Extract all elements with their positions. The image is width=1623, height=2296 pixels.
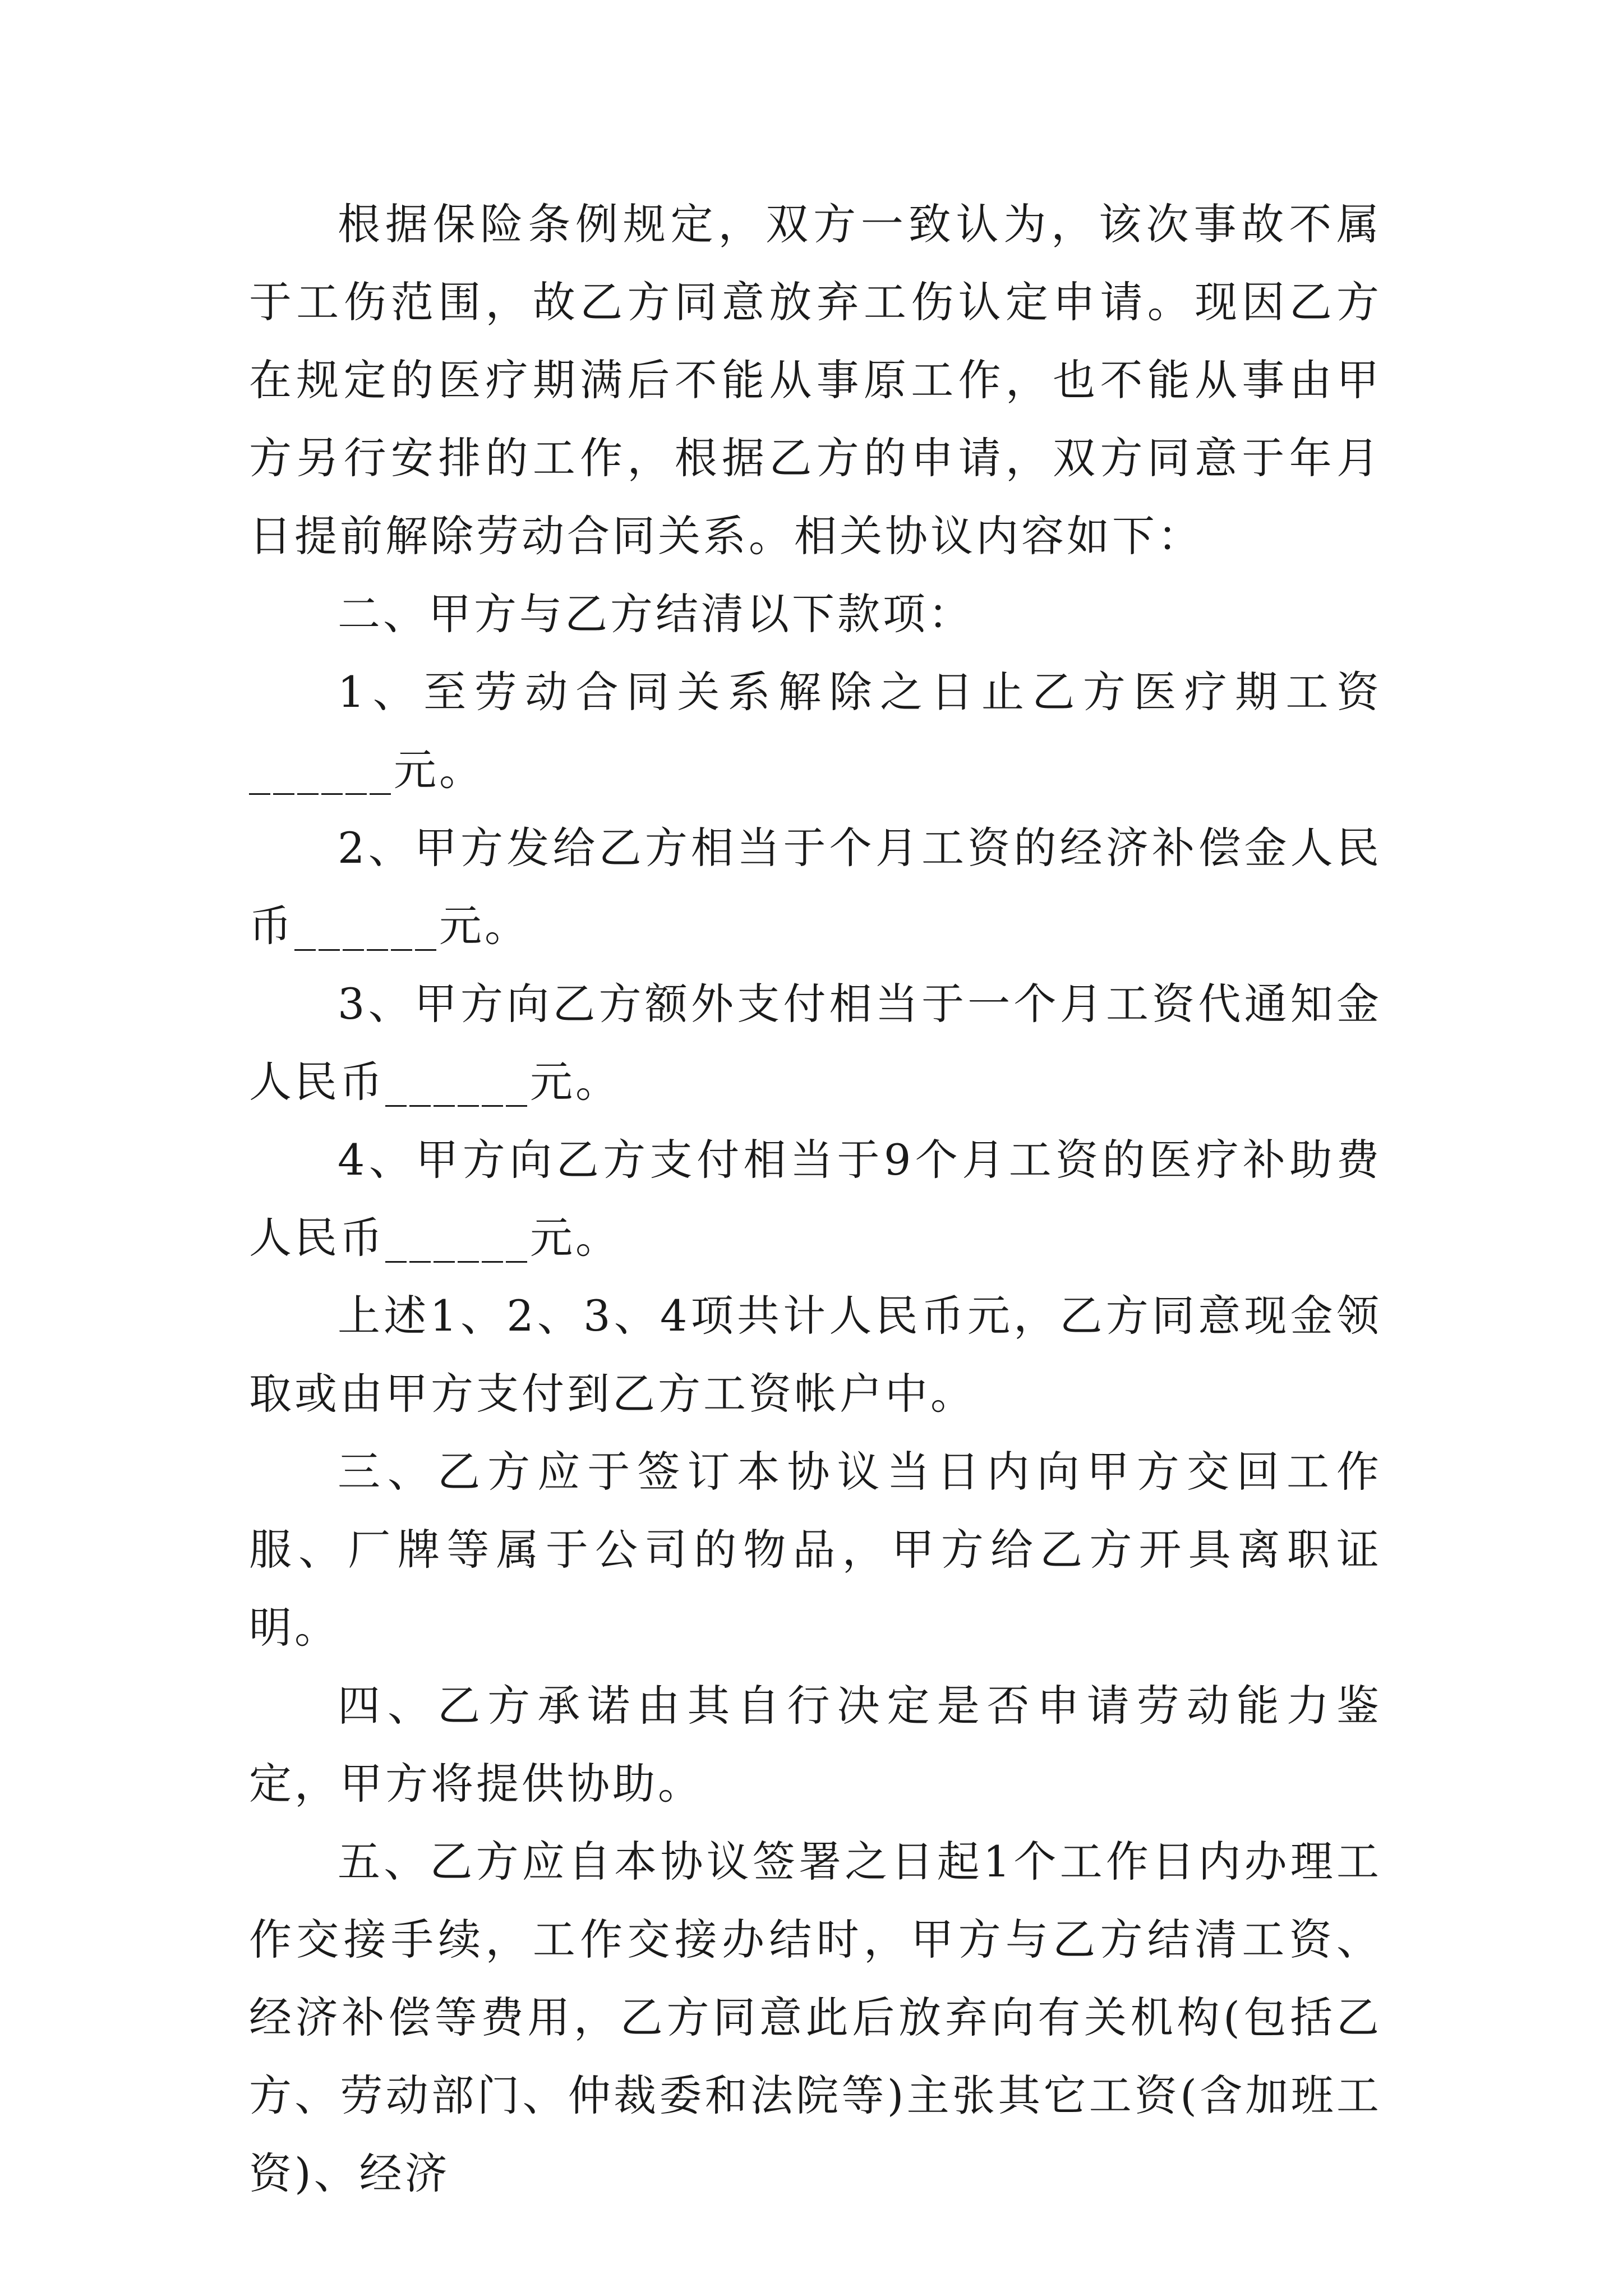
paragraph-item-4: 4、甲方向乙方支付相当于9个月工资的医疗补助费人民币______元。 [249, 1135, 1382, 1263]
paragraph-item-1: 1、至劳动合同关系解除之日止乙方医疗期工资______元。 [249, 667, 1382, 795]
paragraph-total: 上述1、2、3、4项共计人民币元，乙方同意现金领取或由甲方支付到乙方工资帐户中。 [249, 1291, 1382, 1419]
paragraph-item-2: 2、甲方发给乙方相当于个月工资的经济补偿金人民币______元。 [249, 823, 1382, 951]
paragraph-section-five: 五、乙方应自本协议签署之日起1个工作日内办理工作交接手续，工作交接办结时，甲方与乙方结清工资、经济补偿等费用，乙方同意此后放弃向有关机构(包括乙方、劳动部门、仲裁委和法院等)主张其它工资(含加班工资)、经济 [249, 1837, 1382, 2198]
paragraph-section-four: 四、乙方承诺由其自行决定是否申请劳动能力鉴定，甲方将提供协助。 [249, 1681, 1382, 1809]
paragraph-intro: 根据保险条例规定，双方一致认为，该次事故不属于工伤范围，故乙方同意放弃工伤认定申请。现因乙方在规定的医疗期满后不能从事原工作，也不能从事由甲方另行安排的工作，根据乙方的申请，双方同意于年月日提前解除劳动合同关系。相关协议内容如下： [249, 199, 1382, 561]
paragraph-section-two-heading: 二、甲方与乙方结清以下款项： [338, 589, 974, 639]
document-body [249, 185, 1382, 2212]
paragraph-item-3: 3、甲方向乙方额外支付相当于一个月工资代通知金人民币______元。 [249, 979, 1382, 1107]
paragraph-section-three: 三、乙方应于签订本协议当日内向甲方交回工作服、厂牌等属于公司的物品，甲方给乙方开具离职证明。 [249, 1447, 1382, 1653]
